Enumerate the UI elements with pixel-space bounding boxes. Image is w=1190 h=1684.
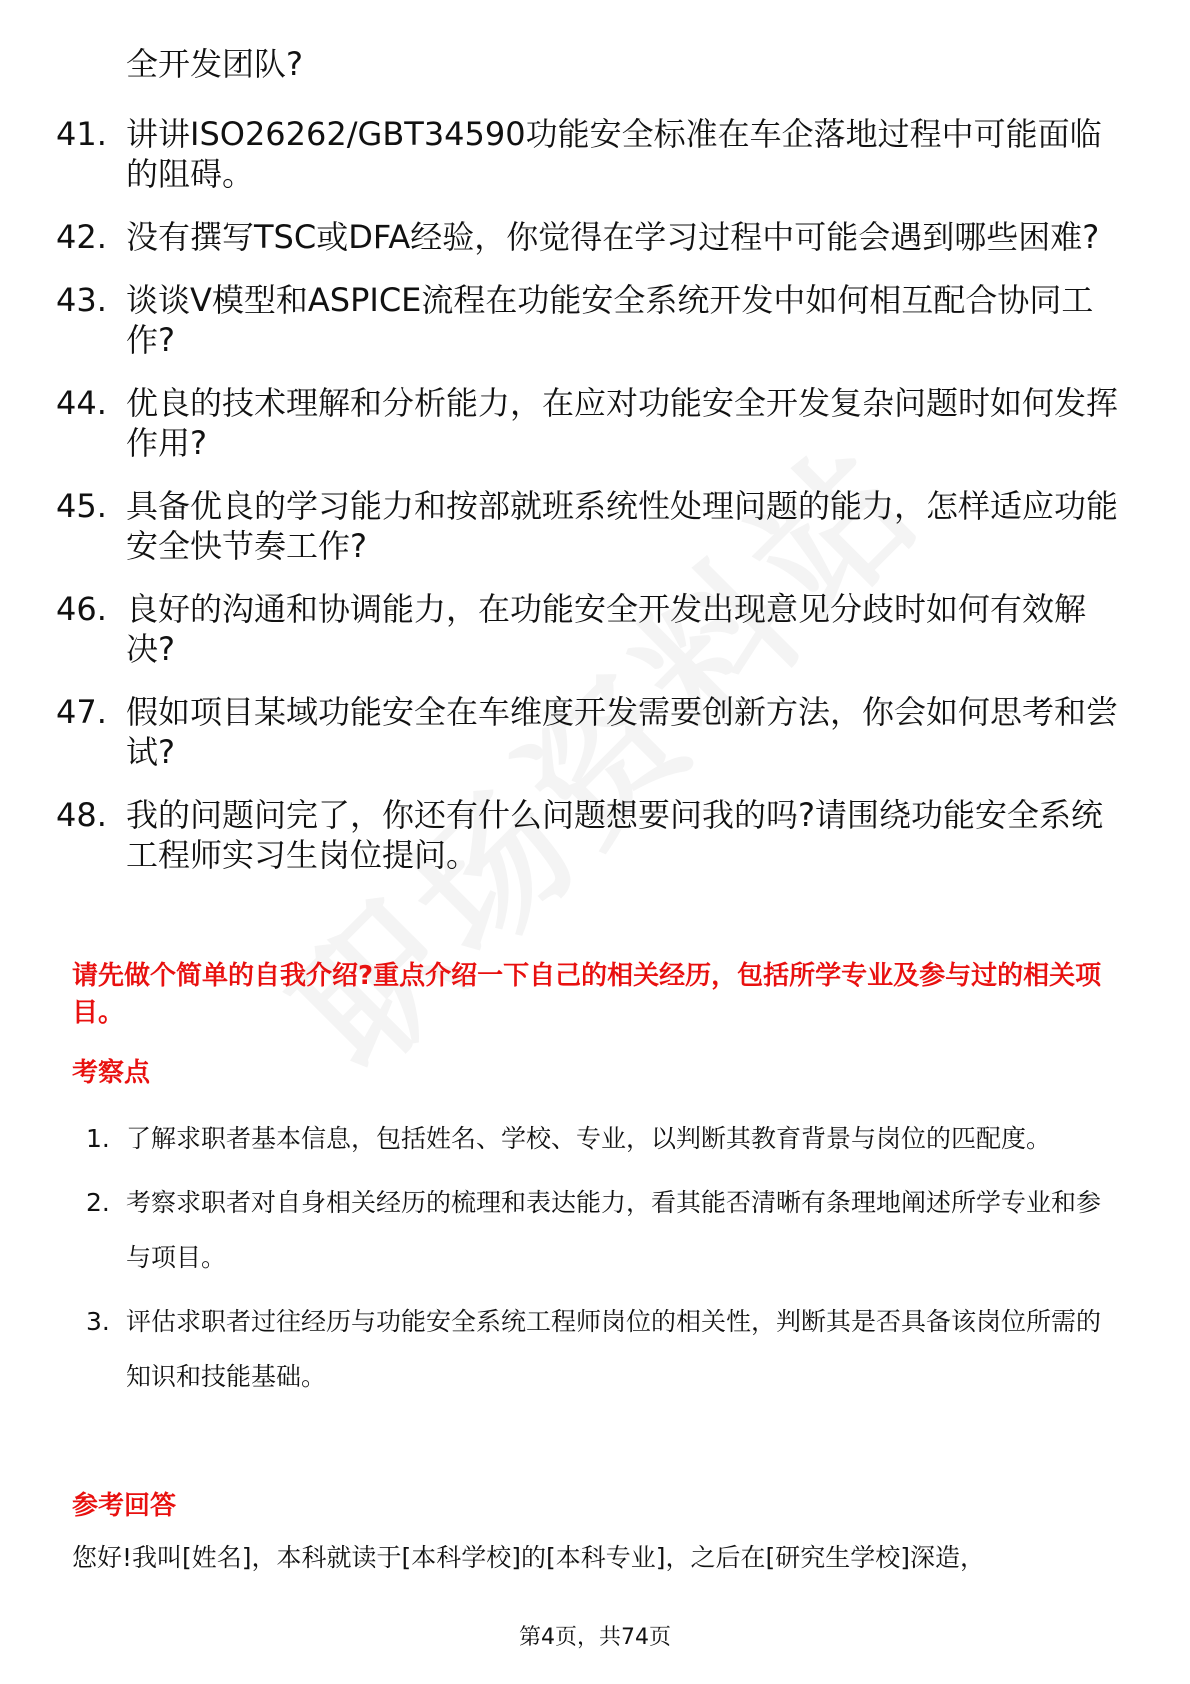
question-number: 43. <box>56 281 107 319</box>
question-item-46 <box>0 589 1190 669</box>
question-number: 41. <box>56 115 107 153</box>
question-item-45 <box>0 486 1190 566</box>
reference-title: 参考回答 <box>72 1491 177 1521</box>
question-number: 45. <box>56 487 107 525</box>
question-item-43 <box>0 280 1190 360</box>
question-item-48 <box>0 795 1190 875</box>
point-text: 考察求职者对自身相关经历的梳理和表达能力，看其能否清晰有条理地阐述所学专业和参与项目。 <box>126 1188 1102 1272</box>
question-item-47 <box>0 692 1190 772</box>
question-number: 44. <box>56 384 107 422</box>
question-number: 47. <box>56 693 107 731</box>
question-number: 48. <box>56 796 107 834</box>
question-item-42 <box>0 217 1190 257</box>
inspection-points <box>0 1111 1190 1413</box>
question-item-continued <box>0 44 1190 84</box>
question-text: 没有撰写TSC或DFA经验，你觉得在学习过程中可能会遇到哪些困难? <box>126 218 1100 256</box>
question-number: 42. <box>56 218 107 256</box>
question-list <box>0 44 1190 898</box>
question-text: 优良的技术理解和分析能力，在应对功能安全开发复杂问题时如何发挥作用? <box>126 384 1119 462</box>
inspection-point <box>0 1175 1190 1285</box>
question-number: 46. <box>56 590 107 628</box>
question-text: 讲讲ISO26262/GBT34590功能安全标准在车企落地过程中可能面临的阻碍。 <box>126 115 1102 193</box>
inspection-point <box>0 1111 1190 1166</box>
point-number: 1. <box>86 1124 110 1153</box>
question-item-41 <box>0 114 1190 194</box>
interview-prompt: 请先做个简单的自我介绍?重点介绍一下自己的相关经历，包括所学专业及参与过的相关项目。 <box>72 961 1102 1028</box>
inspection-point <box>0 1294 1190 1404</box>
point-text: 评估求职者过往经历与功能安全系统工程师岗位的相关性，判断其是否具备该岗位所需的知识和技能基础。 <box>126 1307 1102 1391</box>
page-footer: 第4页，共74页 <box>519 1625 671 1650</box>
inspection-title: 考察点 <box>72 1058 151 1088</box>
question-item-44 <box>0 383 1190 463</box>
question-text: 良好的沟通和协调能力，在功能安全开发出现意见分歧时如何有效解决? <box>126 590 1087 668</box>
question-text: 谈谈V模型和ASPICE流程在功能安全系统开发中如何相互配合协同工作? <box>126 281 1094 359</box>
question-text: 全开发团队? <box>126 45 303 83</box>
point-number: 3. <box>86 1307 110 1336</box>
point-number: 2. <box>86 1188 110 1217</box>
question-text: 假如项目某域功能安全在车维度开发需要创新方法，你会如何思考和尝试? <box>126 693 1119 771</box>
question-text: 我的问题问完了，你还有什么问题想要问我的吗?请围绕功能安全系统工程师实习生岗位提问。 <box>126 796 1103 874</box>
point-text: 了解求职者基本信息，包括姓名、学校、专业，以判断其教育背景与岗位的匹配度。 <box>126 1124 1052 1153</box>
question-text: 具备优良的学习能力和按部就班系统性处理问题的能力，怎样适应功能安全快节奏工作? <box>126 487 1119 565</box>
reference-answer-text: 您好!我叫[姓名]，本科就读于[本科学校]的[本科专业]，之后在[研究生学校]深造， <box>72 1543 986 1572</box>
